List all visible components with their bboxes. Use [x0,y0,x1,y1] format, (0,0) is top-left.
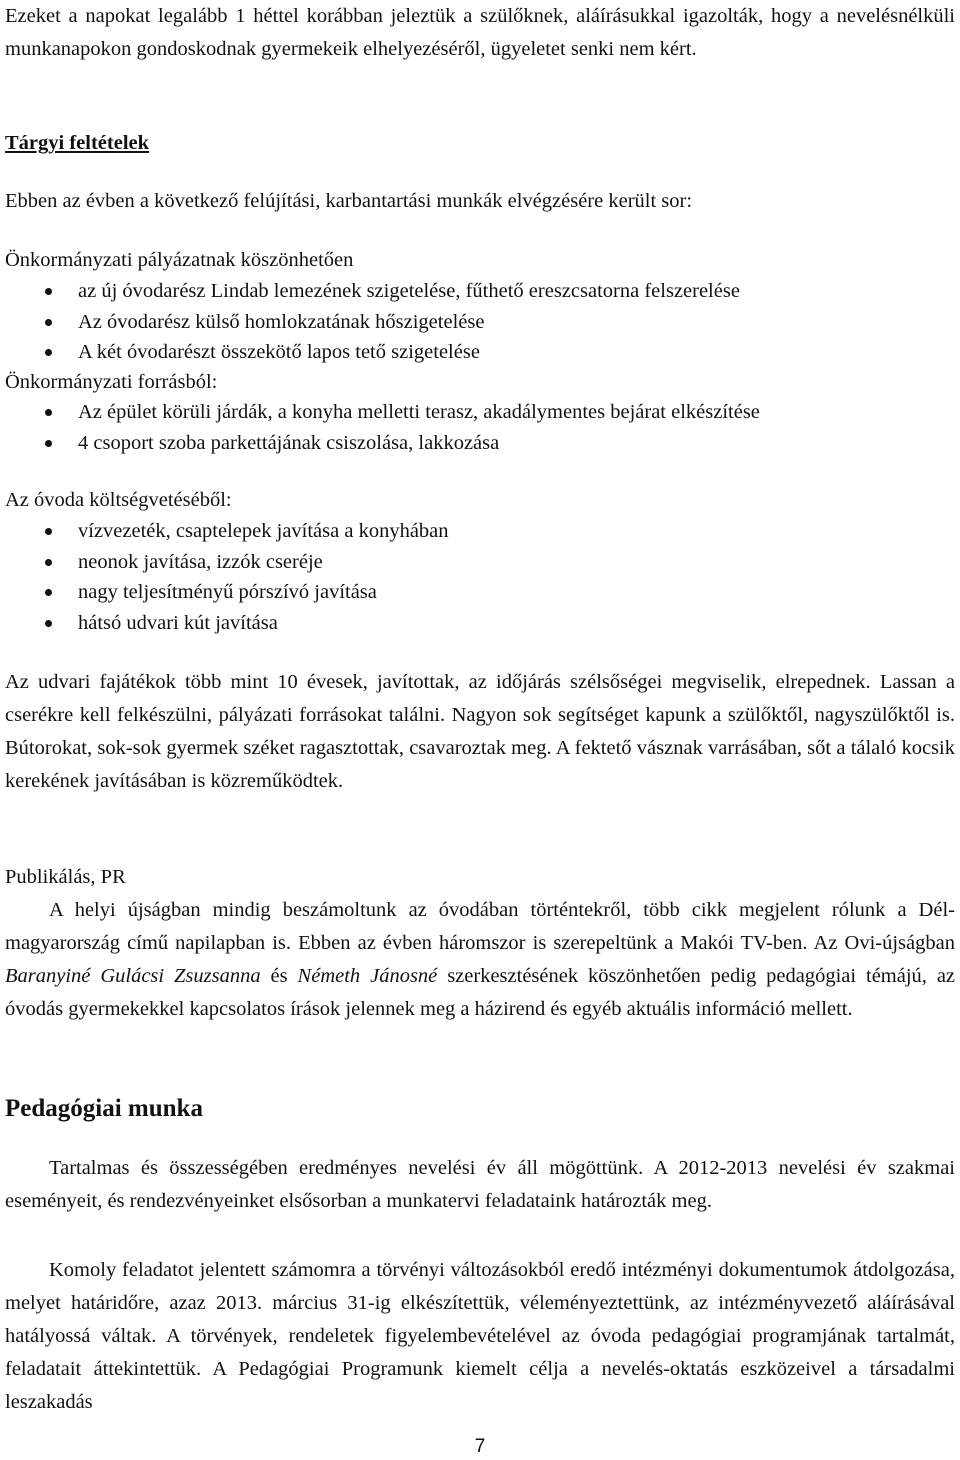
list-item: Az óvodarész külső homlokzatának hőszigetelése [5,307,955,338]
list-item: neonok javítása, izzók cseréje [5,547,955,578]
editor-name: Baranyiné Gulácsi Zsuzsanna [5,965,261,987]
bullet-icon [45,620,52,627]
budget-label: Az óvoda költségvetéséből: [5,489,232,511]
grant-list [5,276,955,368]
section-title-pr: Publikálás, PR [5,866,126,888]
bullet-icon [45,440,52,447]
playground-paragraph: Az udvari fajátékok több mint 10 évesek, javítottak, az időjárás szélsőségei megviselik, elrepednek. Lassan a cserékre kell felkészülni, pályázati forrásokat találni. Nagyon sok segítséget kapunk a szülőktől, nagyszülőktől is. Bútorokat, sok-sok gyermek széket ragasztottak, csavaroztak meg. A fektető vásznak varrásában, sőt a tálaló kocsik kerekének javításában is közreműködtek. [5,671,955,792]
budget-list [5,516,955,638]
grant-label: Önkormányzati pályázatnak köszönhetően [5,249,354,271]
section-title-conditions: Tárgyi feltételek [5,132,150,154]
list-item: 4 csoport szoba parkettájának csiszolása, lakkozása [5,428,955,459]
conditions-lead: Ebben az évben a következő felújítási, karbantartási munkák elvégzésére került sor: [5,190,693,212]
bullet-icon [45,528,52,535]
list-item: Az épület körüli járdák, a konyha melletti terasz, akadálymentes bejárat elkészítése [5,397,955,428]
bullet-icon [45,288,52,295]
pedagogy-paragraph-1: Tartalmas és összességében eredményes nevelési év áll mögöttünk. A 2012-2013 nevelési év szakmai eseményeit, és rendezvényeinket elsősorban a munkatervi feladataink határozták meg. [5,1157,955,1212]
pr-paragraph: A helyi újságban mindig beszámoltunk az óvodában történtekről, több cikk megjelent rólunk a Dél-magyarország című napilapban is. Ebben az évben háromszor is szerepeltünk a Makói TV-ben. Az Ovi-újságban Baranyiné Gulácsi Zsuzsanna és Németh Jánosné szerkesztésének köszönhetően pedig pedagógiai témájú, az óvodás gyermekekkel kapcsolatos írások jelennek meg a házirend és egyéb aktuális információ mellett. [5,899,956,1020]
bullet-icon [45,409,52,416]
own-funds-list [5,397,955,458]
list-item: vízvezeték, csaptelepek javítása a konyhában [5,516,955,547]
bullet-icon [45,559,52,566]
list-item: hátsó udvari kút javítása [5,608,955,639]
list-item: A két óvodarészt összekötő lapos tető szigetelése [5,337,955,368]
page-number: 7 [474,1436,486,1457]
editor-name: Németh Jánosné [297,965,438,987]
section-title-pedagogy: Pedagógiai munka [5,1095,203,1122]
list-item: nagy teljesítményű pórszívó javítása [5,577,955,608]
pedagogy-paragraph-2: Komoly feladatot jelentett számomra a törvényi változásokból eredő intézményi dokumentumok átdolgozása, melyet határidőre, azaz 2013. március 31-ig elkészítettük, véleményeztettünk, az intézményvezető aláírásával hatályossá váltak. A törvények, rendeletek figyelembevételével az óvoda pedagógiai programjának tartalmát, feladatait áttekintettük. A Pedagógiai Programunk kiemelt célja a nevelés-oktatás eszközeivel a társadalmi leszakadás [5,1259,955,1413]
bullet-icon [45,319,52,326]
bullet-icon [45,589,52,596]
own-funds-label: Önkormányzati forrásból: [5,371,218,393]
list-item: az új óvodarész Lindab lemezének szigetelése, fűthető ereszcsatorna felszerelése [5,276,955,307]
intro-paragraph: Ezeket a napokat legalább 1 héttel korábban jeleztük a szülőknek, aláírásukkal igazolták, hogy a nevelésnélküli munkanapokon gondoskodnak gyermekeik elhelyezéséről, ügyeletet senki nem kért. [5,5,955,60]
bullet-icon [45,349,52,356]
